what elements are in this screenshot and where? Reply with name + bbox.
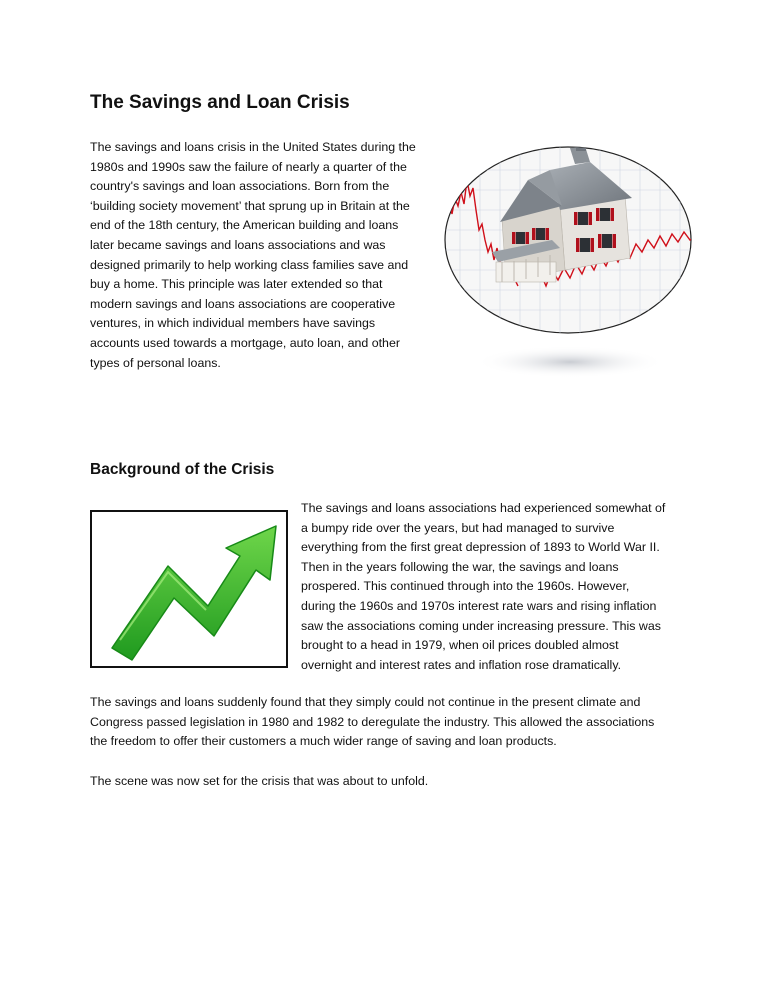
text-line: modern savings and loans associations are cooperative [90,296,396,311]
text-line: types of personal loans. [90,355,221,370]
house-chart-graphic [440,140,700,385]
text-line: 1980s and 1990s saw the failure of nearly a quarter of the [90,159,407,174]
text-line: Then in the years following the war, the savings and loans [301,559,619,574]
text-line: the freedom to offer their customers a much wider range of saving and loan products. [90,734,557,749]
text-line: ‘building society movement’ that sprung up in Britain at the [90,198,410,213]
text-line: The savings and loans crisis in the United States during the [90,140,416,154]
text-line: during the 1960s and 1970s interest rate wars and rising inflation [301,598,657,613]
background-paragraph [301,499,665,675]
text-line: ventures, in which individual members have savings [90,316,376,331]
text-line: country's savings and loan associations. Born from the [90,179,390,194]
text-line: The scene was now set for the crisis that was about to unfold. [90,774,429,788]
text-line: The savings and loans suddenly found that they simply could not continue in the present climate and [90,695,641,709]
text-line: Congress passed legislation in 1980 and 1982 to deregulate the industry. This allowed the associations [90,714,655,729]
text-line: later became savings and loans associations and was [90,237,386,252]
deregulation-paragraph [90,693,654,752]
text-line: buy a home. This principle was later extended so that [90,277,383,292]
growth-arrow-icon [90,510,288,668]
text-line: a bumpy ride over the years, but had managed to survive [301,520,615,535]
closing-paragraph [90,772,428,792]
text-line: saw the associations coming under increasing pressure. This was [301,618,661,633]
text-line: accounts used towards a mortgage, auto loan, and other [90,335,400,350]
section-heading: Background of the Crisis [90,461,275,478]
text-line: The savings and loans associations had experienced somewhat of [301,501,666,515]
house-illustration [440,140,700,385]
text-line: overnight and interest rates and inflation rose dramatically. [301,657,622,672]
text-line: end of the 18th century, the American building and loans [90,218,399,233]
intro-paragraph [90,138,416,373]
text-line: prospered. This continued through into the 1960s. However, [301,579,630,594]
growth-arrow-image [90,510,288,668]
text-line: designed primarily to help working class families save and [90,257,409,272]
text-line: everything from the first great depression of 1893 to World War II. [301,540,660,555]
page-title: The Savings and Loan Crisis [90,92,350,113]
text-line: brought to a head in 1979, when oil prices doubled almost [301,638,619,653]
